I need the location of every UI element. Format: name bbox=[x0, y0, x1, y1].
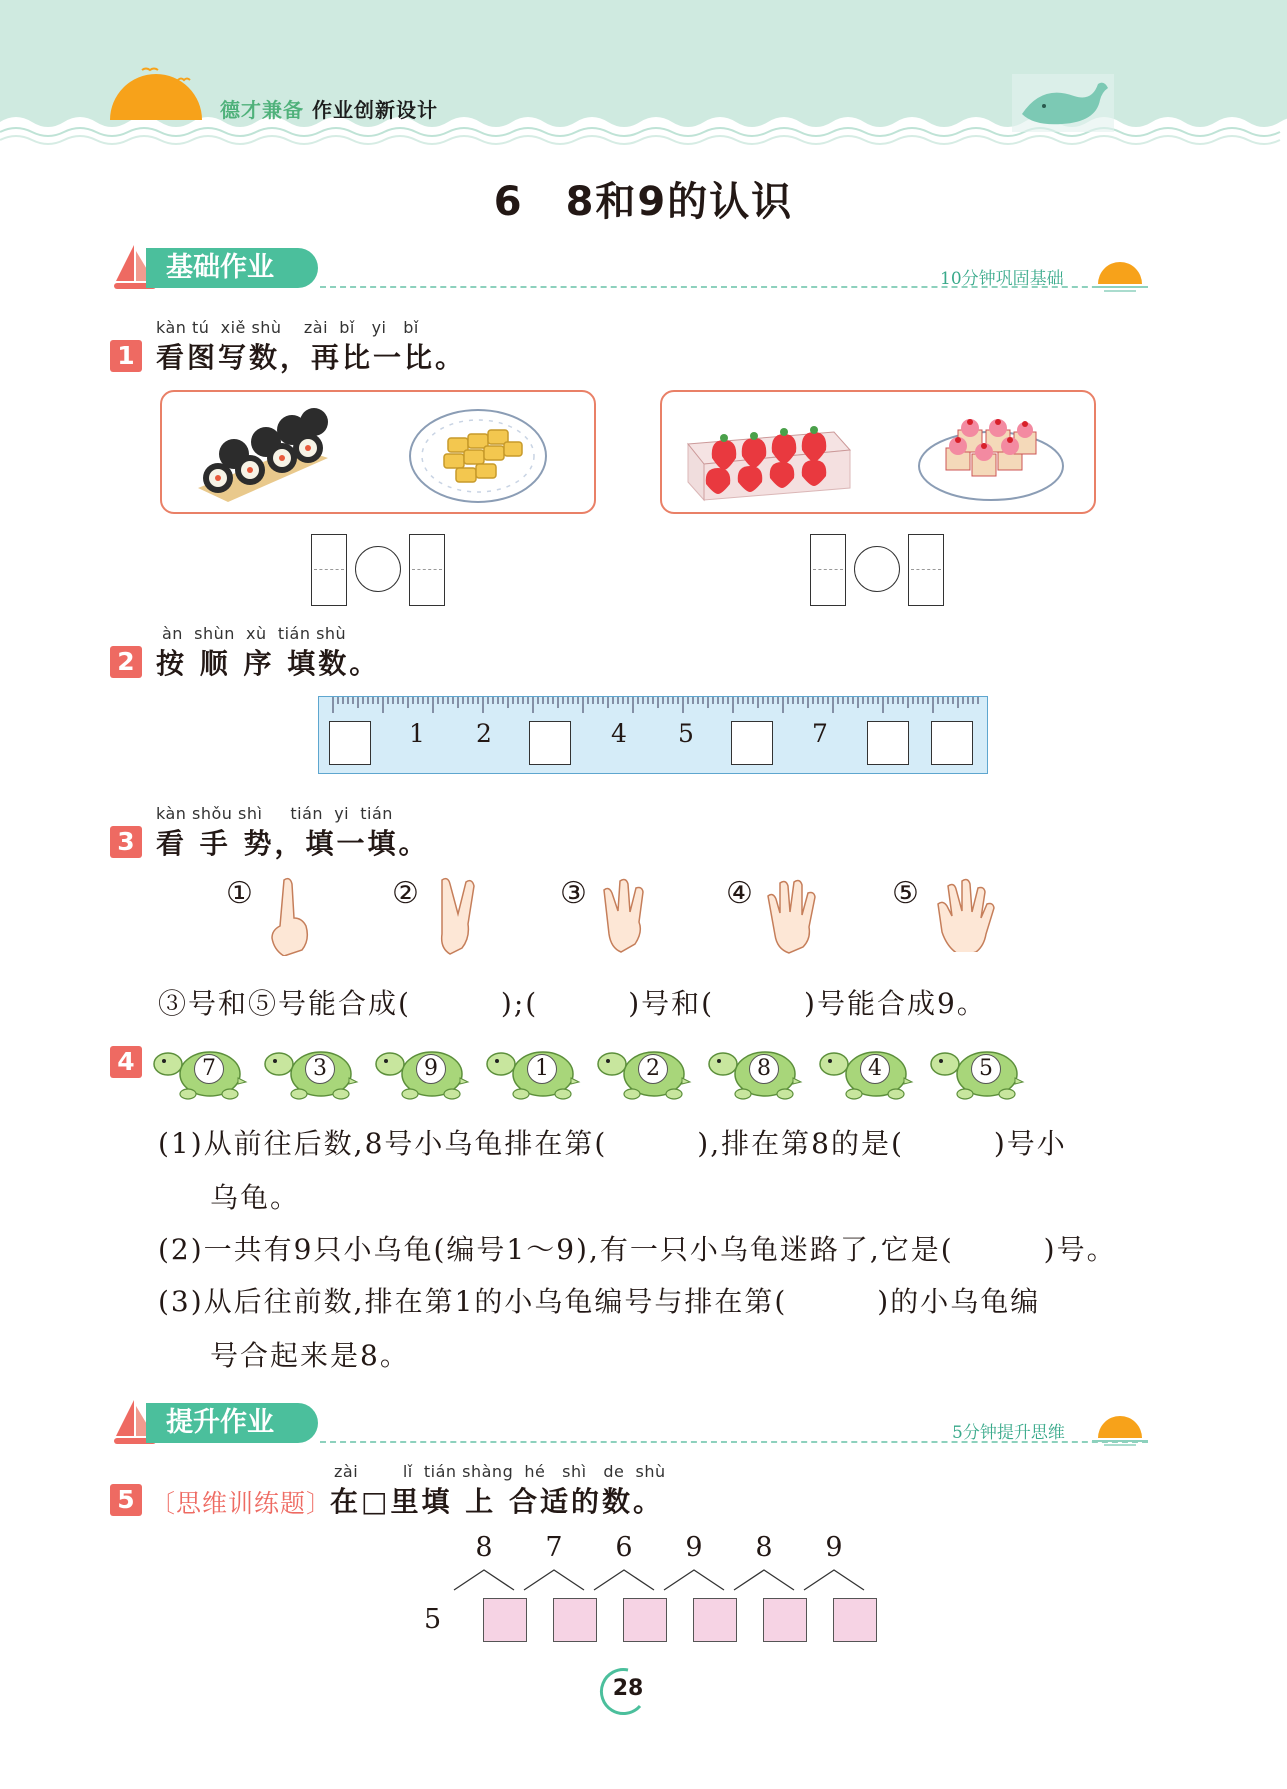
q5-top-number: 9 bbox=[685, 1532, 703, 1563]
hand-two-fingers-icon bbox=[428, 874, 488, 956]
q1-pinyin: kàn tú xiě shù zài bǐ yi bǐ bbox=[156, 318, 419, 337]
q5-top-number: 7 bbox=[545, 1532, 563, 1563]
ruler-blank-5[interactable] bbox=[931, 721, 973, 765]
ruler-blank-3[interactable] bbox=[731, 721, 773, 765]
q4-part1-line2: 乌龟。 bbox=[210, 1181, 301, 1214]
header-brand: 德才兼备 bbox=[220, 98, 304, 122]
gesture-label-2: ② bbox=[392, 876, 419, 911]
ruler-blank-4[interactable] bbox=[867, 721, 909, 765]
q5-answer-box[interactable] bbox=[763, 1598, 807, 1642]
ruler-blank-1[interactable] bbox=[329, 721, 371, 765]
q5-answer-box[interactable] bbox=[483, 1598, 527, 1642]
q2-number: 2 bbox=[110, 646, 142, 678]
turtle-number: 3 bbox=[305, 1054, 335, 1084]
ruler-number: 2 bbox=[476, 719, 492, 748]
q2-pinyin: àn shùn xù tián shù bbox=[162, 624, 347, 643]
turtle-number: 4 bbox=[860, 1054, 890, 1084]
q1-text: 看图写数，再比一比。 bbox=[156, 341, 467, 374]
ruler-number: 7 bbox=[812, 719, 828, 748]
q5-tag: 〔思维训练题〕 bbox=[150, 1489, 333, 1518]
q2-text: 按 顺 序 填数。 bbox=[156, 647, 381, 680]
ruler bbox=[318, 696, 988, 774]
hand-three-fingers-icon bbox=[596, 874, 656, 956]
q1-left-compare-circle[interactable] bbox=[355, 546, 401, 592]
gesture-label-1: ① bbox=[226, 876, 253, 911]
ruler-blank-2[interactable] bbox=[529, 721, 571, 765]
q5-pinyin: zài lǐ tián shàng hé shì de shù bbox=[334, 1462, 666, 1481]
turtle bbox=[485, 1042, 581, 1104]
q1-picture-box-right bbox=[660, 390, 1096, 514]
q4-number: 4 bbox=[110, 1046, 142, 1078]
q5-answer-box[interactable] bbox=[833, 1598, 877, 1642]
hand-one-finger-icon bbox=[262, 874, 322, 956]
q5-text: 在□里填 上 合适的数。 bbox=[330, 1485, 664, 1518]
turtle bbox=[374, 1042, 470, 1104]
turtle-number: 2 bbox=[638, 1054, 668, 1084]
section-basic-label: 基础作业 bbox=[146, 248, 318, 288]
cake-plate-icon bbox=[916, 400, 1066, 506]
q3-pinyin: kàn shǒu shì tián yi tián bbox=[156, 804, 393, 823]
q5-top-number: 8 bbox=[755, 1532, 773, 1563]
omelette-plate-icon bbox=[408, 400, 548, 506]
ruler-number: 1 bbox=[409, 719, 425, 748]
ruler-number: 5 bbox=[678, 719, 694, 748]
sushi-rolls-icon bbox=[188, 398, 338, 508]
turtle bbox=[707, 1042, 803, 1104]
sun-icon bbox=[108, 60, 204, 132]
q1-right-answer-box-1[interactable] bbox=[810, 534, 846, 606]
page-number: 28 bbox=[612, 1676, 644, 1701]
q5-top-number: 6 bbox=[615, 1532, 633, 1563]
q1-right-compare-circle[interactable] bbox=[854, 546, 900, 592]
gesture-label-5: ⑤ bbox=[892, 876, 919, 911]
q3-fill-sentence[interactable]: ③号和⑤号能合成( );( )号和( )号能合成9。 bbox=[158, 987, 987, 1020]
q4-part3-line1[interactable]: (3)从后往前数,排在第1的小乌龟编号与排在第( )的小乌龟编 bbox=[158, 1285, 1041, 1318]
q5-top-number: 9 bbox=[825, 1532, 843, 1563]
q4-part3-line2: 号合起来是8。 bbox=[210, 1339, 410, 1372]
turtle bbox=[596, 1042, 692, 1104]
hand-four-fingers-icon bbox=[762, 874, 822, 956]
q1-picture-box-left bbox=[160, 390, 596, 514]
gesture-label-4: ④ bbox=[726, 876, 753, 911]
q1-left-answer-box-2[interactable] bbox=[409, 534, 445, 606]
turtle-number: 7 bbox=[194, 1054, 224, 1084]
q5-number: 5 bbox=[110, 1484, 142, 1516]
section-advanced-label: 提升作业 bbox=[146, 1403, 318, 1443]
sunset-icon bbox=[1092, 1406, 1148, 1446]
q5-left-number: 5 bbox=[424, 1604, 442, 1635]
turtle-number: 9 bbox=[416, 1054, 446, 1084]
turtle bbox=[152, 1042, 248, 1104]
turtle bbox=[263, 1042, 359, 1104]
sunset-icon bbox=[1092, 252, 1148, 292]
q4-part2[interactable]: (2)一共有9只小乌龟(编号1～9),有一只小乌龟迷路了,它是( )号。 bbox=[158, 1233, 1117, 1266]
gesture-label-3: ③ bbox=[560, 876, 587, 911]
turtle bbox=[929, 1042, 1025, 1104]
q5-answer-box[interactable] bbox=[623, 1598, 667, 1642]
q1-left-answer-box-1[interactable] bbox=[311, 534, 347, 606]
q5-connector-lines bbox=[430, 1568, 870, 1598]
q5-answer-box[interactable] bbox=[693, 1598, 737, 1642]
header-subtitle: 作业创新设计 bbox=[312, 98, 438, 122]
strawberry-box-icon bbox=[684, 404, 854, 504]
q3-number: 3 bbox=[110, 826, 142, 858]
ruler-number: 4 bbox=[611, 719, 627, 748]
q1-right-answer-box-2[interactable] bbox=[908, 534, 944, 606]
hand-five-fingers-icon bbox=[936, 870, 996, 952]
ruler-ticks bbox=[319, 697, 987, 719]
section-advanced-tag: 5分钟提升思维 bbox=[952, 1423, 1065, 1443]
q4-part1-line1[interactable]: (1)从前往后数,8号小乌龟排在第( ),排在第8的是( )号小 bbox=[158, 1127, 1067, 1160]
turtle bbox=[818, 1042, 914, 1104]
whale-icon bbox=[1012, 74, 1114, 132]
q5-answer-box[interactable] bbox=[553, 1598, 597, 1642]
turtle-number: 8 bbox=[749, 1054, 779, 1084]
page-title: 6 8和9的认识 bbox=[493, 179, 794, 225]
section-basic-tag: 10分钟巩固基础 bbox=[940, 269, 1064, 289]
turtle-number: 1 bbox=[527, 1054, 557, 1084]
turtle-number: 5 bbox=[971, 1054, 1001, 1084]
q3-text: 看 手 势，填一填。 bbox=[156, 827, 430, 860]
q1-number: 1 bbox=[110, 340, 142, 372]
q5-top-number: 8 bbox=[475, 1532, 493, 1563]
